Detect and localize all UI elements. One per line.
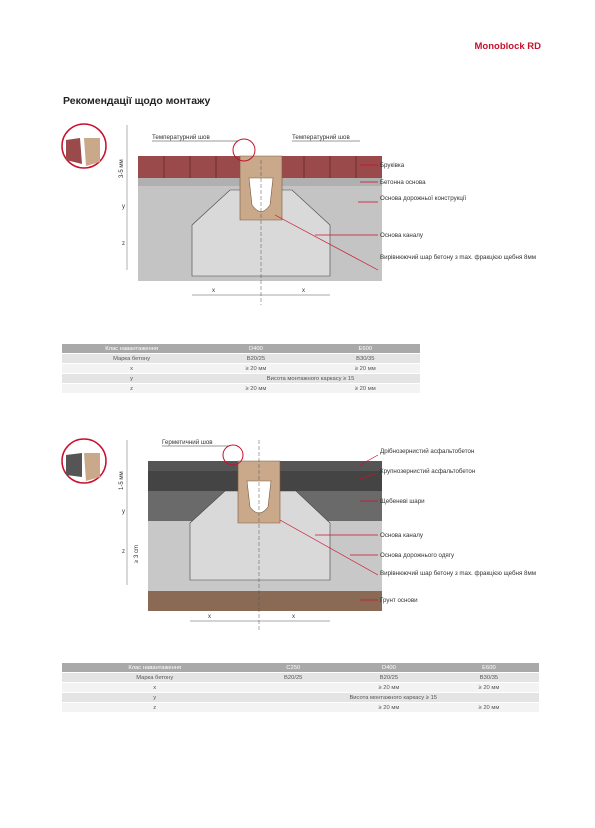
spec-table-paving: [62, 344, 420, 394]
table-header-cell: E600: [311, 344, 420, 354]
table-cell: B20/25: [201, 354, 310, 364]
table-cell: ≥ 20 мм: [339, 703, 439, 713]
table-cell: ≥ 20 мм: [339, 683, 439, 693]
installation-diagram-asphalt: [60, 435, 540, 635]
z-dimension-label: z: [122, 549, 125, 555]
table-row: [62, 384, 420, 394]
callout-expansion-joint-left: Температурний шов: [152, 134, 210, 141]
x-dimension-label: x: [292, 614, 295, 620]
table-row: [62, 683, 539, 693]
label-subgrade: Грунт основи: [380, 597, 418, 604]
table-row: [62, 374, 420, 384]
table-cell: ≥ 20 мм: [439, 703, 539, 713]
table-row: [62, 693, 539, 703]
dimension-label-vertical-2: ≥ 3 cm: [134, 545, 140, 563]
table-cell: Висота монтажного каркасу ≥ 15: [247, 693, 539, 703]
table-cell: [247, 683, 338, 693]
detail-inset: [62, 124, 106, 168]
z-dimension-label: z: [122, 241, 125, 247]
y-dimension-label: y: [122, 509, 125, 515]
table-cell: B20/25: [247, 673, 338, 683]
label-fine-asphalt: Дрібнозернистий асфальтобетон: [380, 448, 475, 455]
spec-table-asphalt: [62, 663, 539, 713]
label-channel-base: Основа каналу: [380, 532, 423, 539]
table-cell: x: [62, 683, 247, 693]
table-header-cell: D400: [339, 663, 439, 673]
label-channel-base: Основа каналу: [380, 232, 423, 239]
dimension-label-vertical: 3-5 мм: [119, 159, 125, 178]
table-cell: B20/25: [339, 673, 439, 683]
table-header-cell: Клас навантаження: [62, 344, 201, 354]
label-paving: Бруківка: [380, 162, 405, 169]
callout-expansion-joint-right: Температурний шов: [292, 134, 350, 141]
table-cell: ≥ 20 мм: [311, 384, 420, 394]
y-dimension-label: y: [122, 204, 125, 210]
table-cell: ≥ 20 мм: [201, 364, 310, 374]
table-cell: B30/35: [439, 673, 539, 683]
table-cell: ≥ 20 мм: [201, 384, 310, 394]
table-row: [62, 673, 539, 683]
section-title: Рекомендації щодо монтажу: [63, 95, 211, 107]
table-cell: z: [62, 703, 247, 713]
label-leveling-layer: Вирівнюючий шар бетону з max. фракцією щебня 8мм: [380, 570, 536, 577]
subgrade-soil-layer: [148, 591, 382, 611]
table-header-row: [62, 663, 539, 673]
x-dimension-label: x: [208, 614, 211, 620]
label-pavement-base: Основа дорожнього одягу: [380, 552, 455, 559]
table-cell: [247, 703, 338, 713]
installation-diagram-paving: [60, 120, 540, 330]
table-row: [62, 364, 420, 374]
table-cell: Марка бетону: [62, 673, 247, 683]
table-cell: x: [62, 364, 201, 374]
callout-sealed-joint: Герметичний шов: [162, 439, 213, 446]
table-header-cell: E600: [439, 663, 539, 673]
x-dimension-label: x: [302, 288, 305, 294]
table-cell: ≥ 20 мм: [311, 364, 420, 374]
table-cell: ≥ 20 мм: [439, 683, 539, 693]
dimension-label-vertical: 1-5 мм: [119, 471, 125, 490]
table-cell: Марка бетону: [62, 354, 201, 364]
table-header-cell: D400: [201, 344, 310, 354]
detail-inset: [62, 439, 106, 483]
table-cell: y: [62, 693, 247, 703]
table-cell: y: [62, 374, 201, 384]
table-row: [62, 354, 420, 364]
table-row: [62, 703, 539, 713]
x-dimension-label: x: [212, 288, 215, 294]
label-coarse-asphalt: Крупнозернистий асфальтобетон: [380, 468, 476, 475]
table-cell: z: [62, 384, 201, 394]
label-concrete-base: Бетонна основа: [380, 179, 426, 186]
label-crushed-stone: Щебеневі шари: [380, 498, 425, 505]
table-cell: B30/35: [311, 354, 420, 364]
label-leveling-layer: Вирівнюючий шар бетону з max. фракцією щебня 8мм: [380, 254, 536, 261]
table-header-row: [62, 344, 420, 354]
table-header-cell: Клас навантаження: [62, 663, 247, 673]
table-cell: Висота монтажного каркасу ≥ 15: [201, 374, 420, 384]
label-road-base: Основа дорожньої конструкції: [380, 195, 467, 202]
table-header-cell: C250: [247, 663, 338, 673]
brand-name: Monoblock RD: [474, 41, 541, 52]
